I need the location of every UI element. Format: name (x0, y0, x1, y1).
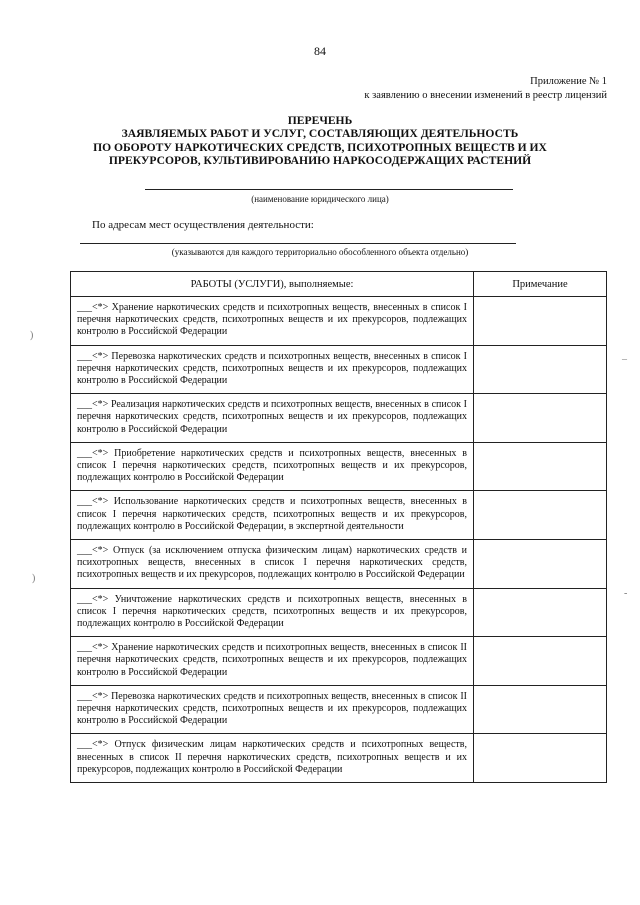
document-title (60, 114, 580, 168)
table-row (71, 734, 607, 783)
table-row (71, 345, 607, 394)
addresses-line (80, 243, 516, 244)
page-number: 84 (314, 44, 326, 58)
work-cell: ___<*> Уничтожение наркотических средств и психотропных веществ, внесенных в список I перечня наркотических средств, психотропных веществ и их прекурсоров, подлежащих контролю в Российской Федерации (71, 588, 474, 637)
table-row (71, 442, 607, 491)
title-line4: ПРЕКУРСОРОВ, КУЛЬТИВИРОВАНИЮ НАРКОСОДЕРЖАЩИХ РАСТЕНИЙ (108, 154, 532, 168)
table-row (71, 588, 607, 637)
table-header-row (71, 272, 607, 297)
note-cell[interactable] (474, 637, 607, 686)
table-row (71, 394, 607, 443)
table-row (71, 491, 607, 540)
table-row (71, 297, 607, 346)
note-cell[interactable] (474, 345, 607, 394)
work-cell: ___<*> Использование наркотических средств и психотропных веществ, внесенных в список I перечня наркотических средств, психотропных веществ и их прекурсоров, подлежащих контролю в Российской Федерации, в экспертной деятельности (71, 491, 474, 540)
appendix-header (364, 75, 607, 103)
work-cell: ___<*> Реализация наркотических средств и психотропных веществ, внесенных в список I перечня наркотических средств, психотропных веществ и их прекурсоров, подлежащих контролю в Российской Федерации (71, 394, 474, 443)
scan-margin-mark: – (622, 354, 627, 365)
title-line2: ЗАЯВЛЯЕМЫХ РАБОТ И УСЛУГ, СОСТАВЛЯЮЩИХ ДЕЯТЕЛЬНОСТЬ (121, 127, 519, 141)
note-cell[interactable] (474, 394, 607, 443)
title-line1: ПЕРЕЧЕНЬ (287, 114, 353, 127)
note-cell[interactable] (474, 588, 607, 637)
legal-entity-caption: (наименование юридического лица) (251, 194, 389, 204)
work-cell: ___<*> Перевозка наркотических средств и психотропных веществ, внесенных в список I перечня наркотических средств, психотропных веществ и их прекурсоров, подлежащих контролю в Российской Федерации (71, 345, 474, 394)
col-note-header: Примечание (474, 272, 607, 297)
note-cell[interactable] (474, 491, 607, 540)
note-cell[interactable] (474, 734, 607, 783)
appendix-line1: Приложение № 1 (530, 76, 607, 87)
appendix-line2: к заявлению о внесении изменений в реестр лицензий (364, 90, 607, 101)
note-cell[interactable] (474, 685, 607, 734)
addresses-caption: (указываются для каждого территориально обособленного объекта отдельно) (171, 247, 469, 257)
scan-margin-mark: ) (30, 330, 34, 341)
table-row (71, 540, 607, 589)
title-line3: ПО ОБОРОТУ НАРКОТИЧЕСКИХ СРЕДСТВ, ПСИХОТРОПНЫХ ВЕЩЕСТВ И ИХ (93, 140, 547, 154)
scan-margin-mark: ) (32, 573, 36, 584)
works-table (70, 271, 607, 783)
scan-margin-mark: - (624, 588, 628, 599)
col-work-header: РАБОТЫ (УСЛУГИ), выполняемые: (71, 272, 474, 297)
note-cell[interactable] (474, 540, 607, 589)
work-cell: ___<*> Отпуск (за исключением отпуска физическим лицам) наркотических средств и психотропных веществ, внесенных в список I перечня наркотических средств, психотропных веществ и их прекурсоров, подлежащих контролю в Российской Федерации (71, 540, 474, 589)
legal-entity-line (145, 189, 513, 190)
table-row (71, 637, 607, 686)
work-cell: ___<*> Перевозка наркотических средств и психотропных веществ, внесенных в список II перечня наркотических средств, психотропных веществ и их прекурсоров, подлежащих контролю в Российской Федерации (71, 685, 474, 734)
note-cell[interactable] (474, 297, 607, 346)
note-cell[interactable] (474, 442, 607, 491)
work-cell: ___<*> Отпуск физическим лицам наркотических средств и психотропных веществ, внесенных в список II перечня наркотических средств, психотропных веществ и их прекурсоров, подлежащих контролю в Российской Федерации (71, 734, 474, 783)
work-cell: ___<*> Хранение наркотических средств и психотропных веществ, внесенных в список II перечня наркотических средств, психотропных веществ и их прекурсоров, подлежащих контролю в Российской Федерации (71, 637, 474, 686)
table-row (71, 685, 607, 734)
work-cell: ___<*> Приобретение наркотических средств и психотропных веществ, внесенных в список I перечня наркотических средств, психотропных веществ и их прекурсоров, подлежащих контролю в Российской Федерации (71, 442, 474, 491)
work-cell: ___<*> Хранение наркотических средств и психотропных веществ, внесенных в список I перечня наркотических средств, психотропных веществ и их прекурсоров, подлежащих контролю в Российской Федерации (71, 297, 474, 346)
addresses-label: По адресам мест осуществления деятельности: (92, 219, 314, 231)
